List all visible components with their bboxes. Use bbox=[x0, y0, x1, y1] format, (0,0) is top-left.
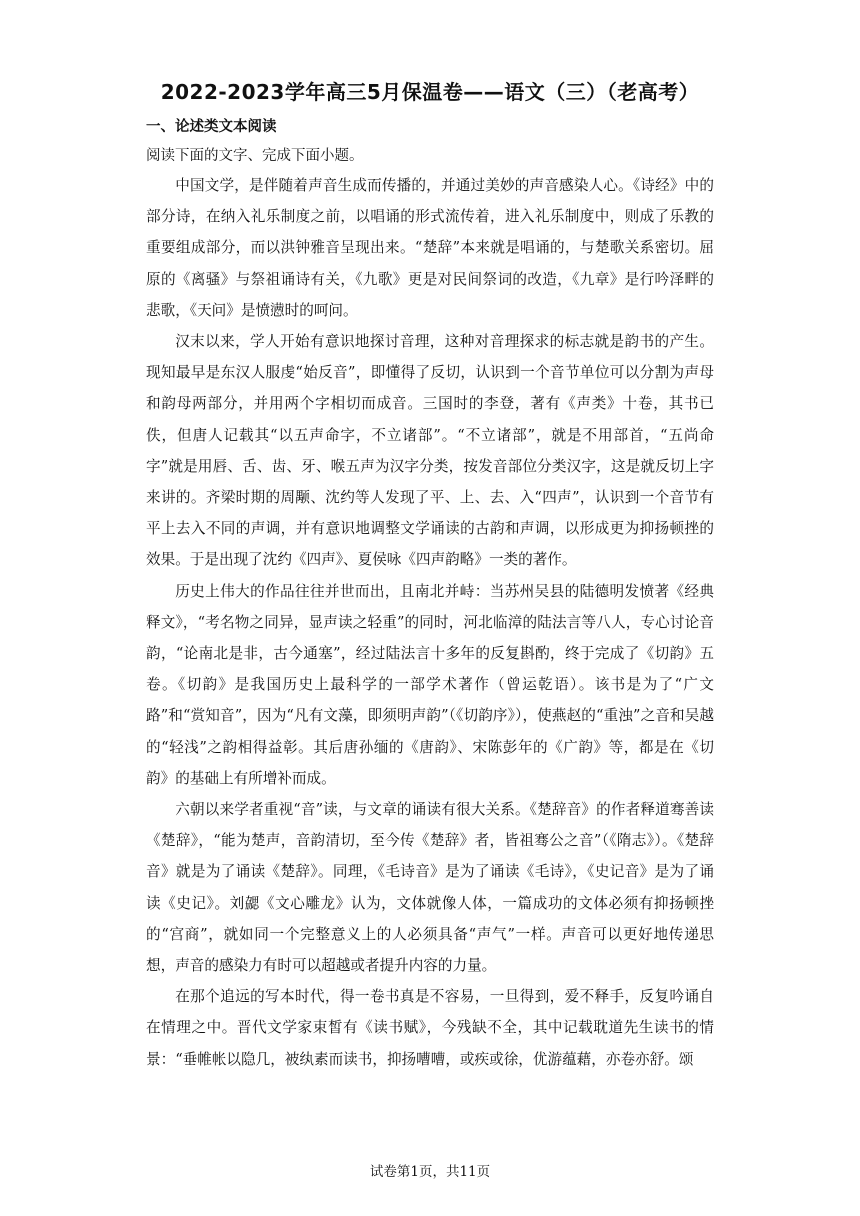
paragraph-2: 汉末以来，学人开始有意识地探讨音理，这种对音理探求的标志就是韵书的产生。现知最早是东汉人服虔“始反音”，即懂得了反切，认识到一个音节单位可以分割为声母和韵母两部分，并用两个字相切而成音。三国时的李登，著有《声类》十卷，其书已佚，但唐人记载其“以五声命字，不立诸部”。“不立诸部”，就是不用部首，“五尚命字”就是用唇、舌、齿、牙、喉五声为汉字分类，按发音部位分类汉字，这是就反切上字来讲的。齐梁时期的周颙、沈约等人发现了平、上、去、入“四声”，认识到一个音节有平上去入不同的声调，并有意识地调整文学诵读的古韵和声调，以形成更为抑扬顿挫的效果。于是出现了沈约《四声》、夏侯咏《四声韵略》一类的著作。 bbox=[146, 333, 714, 569]
paragraph-1: 中国文学，是伴随着声音生成而传播的，并通过美妙的声音感染人心。《诗经》中的部分诗，在纳入礼乐制度之前，以唱诵的形式流传着，进入礼乐制度中，则成了乐教的重要组成部分，而以洪钟雅音呈现出来。“楚辞”本来就是唱诵的，与楚歌关系密切。屈原的《离骚》与祭祖诵诗有关，《九歌》更是对民间祭词的改造，《九章》是行吟泽畔的悲歌，《天问》是愤懑时的呵问。 bbox=[146, 177, 714, 319]
page-footer: 试卷第1页，共11页 bbox=[369, 1164, 491, 1180]
reading-instruction: 阅读下面的文字、完成下面小题。 bbox=[146, 148, 364, 164]
exam-title: 2022-2023学年高三5月保温卷——语文（三）（老高考） bbox=[160, 80, 700, 104]
paragraph-5: 在那个追远的写本时代，得一卷书真是不容易，一旦得到，爱不释手，反复吟诵自在情理之中。晋代文学家束皙有《读书赋》，今残缺不全，其中记载耽道先生读书的情景：“垂帷帐以隐几，被纨素而读书，抑扬嘈嘈，或疾或徐，优游蕴藉，亦卷亦舒。颂 bbox=[146, 988, 714, 1068]
paragraph-3: 历史上伟大的作品往往并世而出，且南北并峙：当苏州吴县的陆德明发愤著《经典释文》，“考名物之同异，显声读之轻重”的同时，河北临漳的陆法言等八人，专心讨论音韵，“论南北是非，古今通塞”，经过陆法言十多年的反复斟酌，终于完成了《切韵》五卷。《切韵》是我国历史上最科学的一部学术著作（曾运乾语）。该书是为了“广文路”和“赏知音”，因为“凡有文藻，即须明声韵”（《切韵序》），使燕赵的“重浊”之音和吴越的“轻浅”之韵相得益彰。其后唐孙缅的《唐韵》、宋陈彭年的《广韵》等，都是在《切韵》的基础上有所增补而成。 bbox=[146, 582, 714, 787]
paragraph-4: 六朝以来学者重视“音”读，与文章的诵读有很大关系。《楚辞音》的作者释道骞善读《楚辞》，“能为楚声，音韵清切，至今传《楚辞》者，皆祖骞公之音”（《隋志》）。《楚辞音》就是为了诵读《楚辞》。同理，《毛诗音》是为了诵读《毛诗》，《史记音》是为了诵读《史记》。刘勰《文心雕龙》认为，文体就像人体，一篇成功的文体必须有抑扬顿挫的“宫商”，就如同一个完整意义上的人必须具备“声气”一样。声音可以更好地传递思想，声音的感染力有时可以超越或者提升内容的力量。 bbox=[146, 801, 714, 975]
article-body bbox=[146, 170, 714, 1075]
section-heading: 一、论述类文本阅读 bbox=[146, 119, 277, 135]
